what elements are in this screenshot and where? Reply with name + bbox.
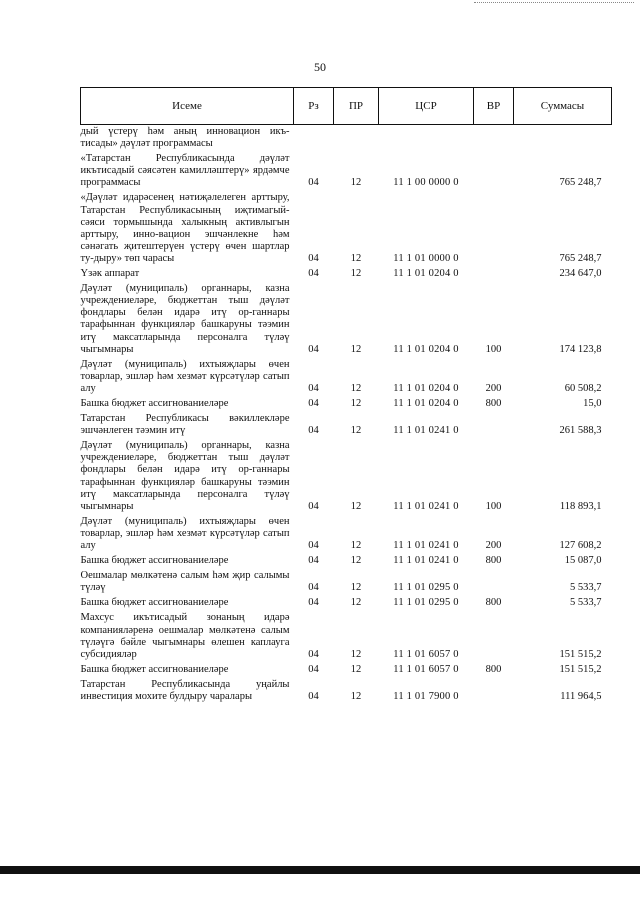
cell-csr: 11 1 01 0204 0 <box>393 382 459 394</box>
cell-csr: 11 1 01 0204 0 <box>393 343 459 355</box>
cell-sum: 174 123,8 <box>559 343 602 355</box>
cell-name: Башка бюджет ассигнованиеләре <box>80 597 229 609</box>
cell-pr: 12 <box>350 425 362 437</box>
cell-rz: 04 <box>308 663 319 675</box>
cell-pr: 12 <box>350 397 362 409</box>
cell-rz: 04 <box>308 343 319 355</box>
scan-artifact <box>474 2 634 5</box>
table-row <box>81 569 612 596</box>
cell-sum: 151 515,2 <box>559 648 602 660</box>
column-header-vr: ВР <box>474 88 514 125</box>
cell-name: Татарстан Республикасы вәкиллекләре эшчәнлеген тәэмин итү <box>80 413 290 437</box>
cell-sum: 60 508,2 <box>564 382 602 394</box>
cell-pr: 12 <box>350 177 362 189</box>
cell-csr: 11 1 01 0241 0 <box>393 500 459 512</box>
cell-rz: 04 <box>308 597 319 609</box>
cell-sum: 5 533,7 <box>570 597 602 609</box>
cell-sum: 5 533,7 <box>570 582 602 594</box>
table-row <box>81 397 612 412</box>
cell-sum: 15,0 <box>583 397 602 409</box>
cell-vr <box>474 412 514 439</box>
cell-rz: 04 <box>308 500 319 512</box>
column-header-name: Исеме <box>81 88 294 125</box>
cell-csr: 11 1 01 0295 0 <box>393 597 459 609</box>
table-row <box>81 678 612 705</box>
cell-vr: 800 <box>485 555 502 567</box>
cell-vr: 100 <box>485 500 502 512</box>
cell-name: Татарстан Республикасында уңайлы инвестиция мохите булдыру чаралары <box>80 678 290 703</box>
cell-rz: 04 <box>308 425 319 437</box>
cell-vr <box>474 569 514 596</box>
cell-pr: 12 <box>350 597 362 609</box>
cell-csr: 11 1 01 0204 0 <box>393 397 459 409</box>
cell-vr: 800 <box>485 597 502 609</box>
cell-csr: 11 1 01 7900 0 <box>393 691 459 703</box>
cell-csr: 11 1 01 0241 0 <box>393 540 459 551</box>
column-header-csr: ЦСР <box>379 88 474 125</box>
cell-csr <box>379 125 474 153</box>
cell-pr: 12 <box>350 268 362 280</box>
cell-rz: 04 <box>308 555 319 567</box>
table-row <box>81 611 612 662</box>
cell-name: «Дәүләт идарәсенең нәтиҗәлелеген арттыру, Татарстан Республикасының иҗтимагый-сәяси тормышында халыкның активлыгын арттыру, инно-вацион эшчәнлекне һәм сәнәгать җитештерүен үстерү өчен шартлар ту-дыру» төп чарасы <box>80 192 290 264</box>
cell-vr <box>474 152 514 191</box>
cell-rz: 04 <box>308 582 319 594</box>
cell-pr: 12 <box>350 582 362 594</box>
cell-pr: 12 <box>350 343 362 355</box>
cell-sum: 118 893,1 <box>559 500 602 512</box>
column-header-pr: ПР <box>334 88 379 125</box>
page-number: 50 <box>314 60 326 74</box>
cell-rz: 04 <box>308 268 319 280</box>
cell-rz: 04 <box>308 382 319 394</box>
cell-sum: 234 647,0 <box>559 268 602 280</box>
cell-vr <box>474 678 514 705</box>
cell-rz: 04 <box>308 397 319 409</box>
cell-name: Башка бюджет ассигнованиеләре <box>80 555 229 567</box>
table-row <box>81 515 612 554</box>
cell-sum: 261 588,3 <box>559 425 602 437</box>
table-row <box>81 439 612 515</box>
cell-vr <box>474 611 514 662</box>
table-row <box>81 554 612 569</box>
cell-sum: 111 964,5 <box>560 691 602 703</box>
table-row <box>81 152 612 191</box>
column-header-rz: Рз <box>294 88 334 125</box>
cell-pr: 12 <box>350 540 362 551</box>
cell-name: Дәүләт (муниципаль) ихтыяҗлары өчен товарлар, эшләр һәм хезмәт күрсәтүләр сатып алу <box>80 515 290 551</box>
cell-pr: 12 <box>350 252 362 264</box>
cell-rz: 04 <box>308 252 319 264</box>
cell-csr: 11 1 01 0241 0 <box>393 425 459 437</box>
cell-sum: 765 248,7 <box>559 177 602 189</box>
cell-name: Башка бюджет ассигнованиеләре <box>80 397 229 409</box>
cell-pr: 12 <box>350 382 362 394</box>
table-row <box>81 282 612 358</box>
cell-rz <box>294 125 334 153</box>
cell-pr: 12 <box>350 691 362 703</box>
cell-vr: 800 <box>485 663 502 675</box>
cell-csr: 11 1 00 0000 0 <box>393 177 459 189</box>
table-row <box>81 191 612 267</box>
cell-pr: 12 <box>350 500 362 512</box>
cell-csr: 11 1 01 0295 0 <box>393 582 459 594</box>
cell-pr <box>334 125 379 153</box>
cell-vr <box>474 267 514 282</box>
budget-table-container <box>80 87 611 705</box>
cell-vr: 100 <box>485 343 502 355</box>
cell-csr: 11 1 01 6057 0 <box>393 663 459 675</box>
cell-sum: 127 608,2 <box>559 540 602 551</box>
cell-name: «Татарстан Республикасында дәүләт икътисадый сәясәтен камилләштерү» ярдәмче программасы <box>80 153 290 189</box>
cell-vr: 200 <box>485 540 502 551</box>
cell-name: Башка бюджет ассигнованиеләре <box>80 663 229 675</box>
cell-name: Дәүләт (муниципаль) органнары, казна учреждениеләре, бюджеттан тыш дәүләт фондлары белән идарә итү ор-ганнары тарафыннан функцияләр башкаруны тәэмин итү максатларында персоналга түләү чыгымнары <box>80 440 290 512</box>
table-row <box>81 125 612 153</box>
cell-pr: 12 <box>350 648 362 660</box>
table-row <box>81 663 612 678</box>
cell-pr: 12 <box>350 663 362 675</box>
cell-vr: 800 <box>485 397 502 409</box>
cell-vr <box>474 125 514 153</box>
table-body <box>81 125 612 706</box>
cell-csr: 11 1 01 6057 0 <box>393 648 459 660</box>
cell-name: дый үстерү һәм аның инновацион икъ-тисады» дәүләт программасы <box>80 126 290 150</box>
cell-rz: 04 <box>308 648 319 660</box>
column-header-sum: Суммасы <box>514 88 612 125</box>
cell-sum <box>514 125 612 153</box>
cell-sum: 151 515,2 <box>559 663 602 675</box>
cell-csr: 11 1 01 0204 0 <box>393 268 459 280</box>
cell-sum: 765 248,7 <box>559 252 602 264</box>
cell-name: Дәүләт (муниципаль) органнары, казна учреждениеләре, бюджеттан тыш дәүләт фондлары белән идарә итү ор-ганнары тарафыннан функцияләр башкаруны тәэмин итү максатларында персоналга түләү чыгымнары <box>80 283 290 355</box>
budget-table <box>80 87 612 705</box>
table-row <box>81 267 612 282</box>
cell-csr: 11 1 01 0241 0 <box>393 555 459 567</box>
table-header <box>81 88 612 125</box>
table-row <box>81 596 612 611</box>
cell-csr: 11 1 01 0000 0 <box>393 252 459 264</box>
cell-vr <box>474 191 514 267</box>
cell-sum: 15 087,0 <box>564 555 602 567</box>
cell-rz: 04 <box>308 540 319 551</box>
cell-name: Оешмалар мөлкәтенә салым һәм җир салымы түләү <box>80 570 290 594</box>
table-row <box>81 358 612 397</box>
cell-name: Махсус икътисадый зонаның идарә компанияләренә оешмалар мөлкәтенә салым түләүгә бәйле чыгымнары өлешен каплауга субсидияләр <box>80 612 290 660</box>
cell-rz: 04 <box>308 177 319 189</box>
cell-vr: 200 <box>485 382 502 394</box>
scan-border-bar <box>0 866 640 874</box>
cell-pr: 12 <box>350 555 362 567</box>
cell-rz: 04 <box>308 691 319 703</box>
cell-name: Дәүләт (муниципаль) ихтыяҗлары өчен товарлар, эшләр һәм хезмәт күрсәтүләр сатып алу <box>80 358 290 394</box>
table-row <box>81 412 612 439</box>
cell-name: Үзәк аппарат <box>80 268 140 280</box>
